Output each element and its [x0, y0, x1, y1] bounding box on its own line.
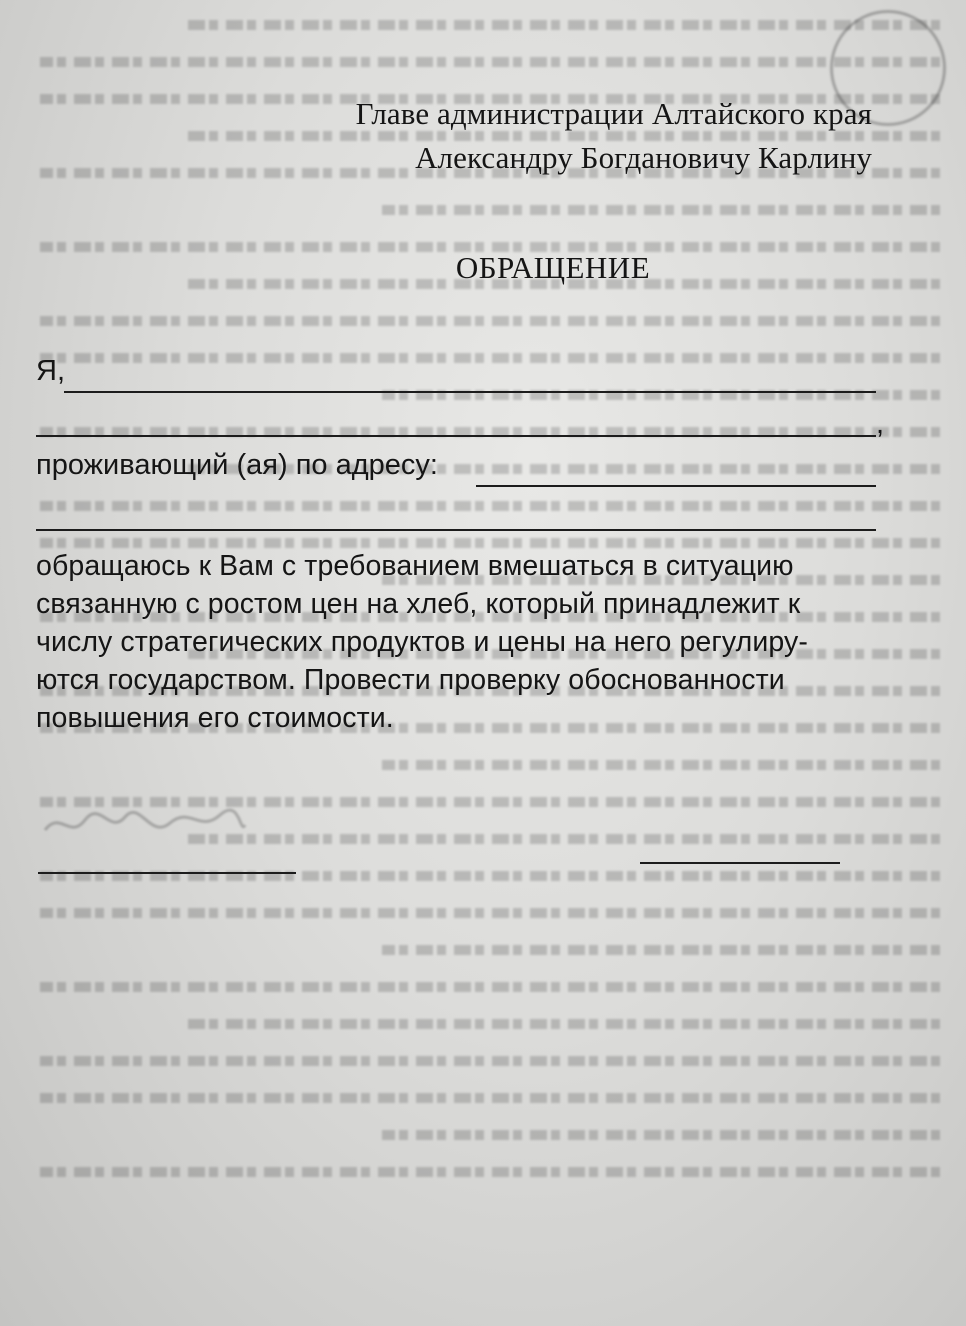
- addressee-name: Александру Богдановичу Карлину: [415, 140, 872, 175]
- appeal-line: ются государством. Провести проверку обоснованности: [36, 664, 785, 696]
- appeal-line: связанную с ростом цен на хлеб, который принадлежит к: [36, 588, 801, 620]
- address-label: проживающий (ая) по адресу:: [36, 449, 438, 481]
- document-title: ОБРАЩЕНИЕ: [455, 250, 651, 285]
- name-continuation-line[interactable]: [36, 435, 876, 437]
- handwriting-show-through: [40, 805, 250, 845]
- appeal-line: числу стратегических продуктов и цены на него регулиру-: [36, 626, 808, 658]
- signature-line[interactable]: [38, 872, 296, 874]
- address-field-row: [36, 449, 886, 493]
- addressee-position: Главе администрации Алтайского края: [355, 96, 872, 131]
- address-continuation-row: [36, 493, 886, 537]
- appeal-line: обращаюсь к Вам с требованием вмешаться в ситуацию: [36, 550, 794, 582]
- appeal-body: [36, 355, 886, 737]
- appeal-line: повышения его стоимости.: [36, 702, 394, 734]
- date-line[interactable]: [640, 862, 840, 864]
- addressee-block: [356, 92, 872, 180]
- name-field-row: [36, 355, 886, 399]
- name-continuation-row: [36, 399, 886, 443]
- appeal-paragraph: [36, 547, 886, 737]
- name-label: Я,: [36, 355, 65, 387]
- address-fill-line[interactable]: [476, 485, 876, 487]
- name-trailing-comma: ,: [876, 408, 885, 440]
- name-fill-line[interactable]: [64, 391, 876, 393]
- address-continuation-line[interactable]: [36, 529, 876, 531]
